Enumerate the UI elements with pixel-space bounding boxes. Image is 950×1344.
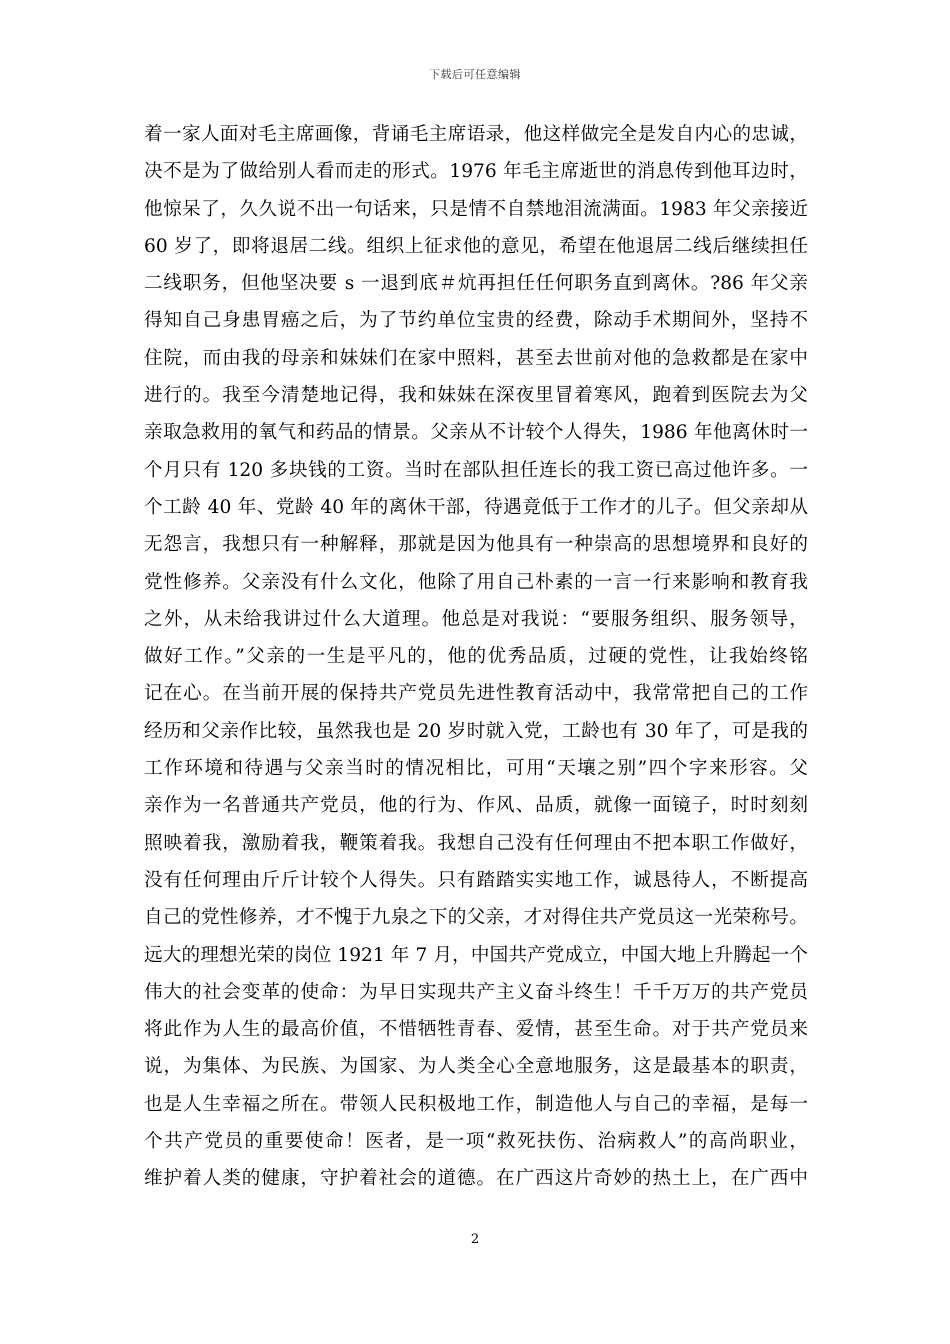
body-line: 工作环境和待遇与父亲当时的情况相比，可用“天壤之别”四个字来形容。父 [144,758,808,780]
body-line: 维护着人类的健康，守护着社会的道德。在广西这片奇妙的热土上，在广西中 [144,1168,808,1190]
body-line: 远大的理想光荣的岗位 1921 年 7 月，中国共产党成立，中国大地上升腾起一个 [144,944,808,966]
body-line: 经历和父亲作比较，虽然我也是 20 岁时就入党，工龄也有 30 年了，可是我的 [144,720,808,742]
body-line: 也是人生幸福之所在。带领人民积极地工作，制造他人与自己的幸福，是每一 [144,1093,808,1115]
body-line: 将此作为人生的最高价值，不惜牺牲青春、爱情，甚至生命。对于共产党员来 [144,1019,808,1041]
body-line: 党性修养。父亲没有什么文化，他除了用自己朴素的一言一行来影响和教育我 [144,571,808,593]
body-line: 记在心。在当前开展的保持共产党员先进性教育活动中，我常常把自己的工作 [144,683,808,705]
body-line: 自己的党性修养，才不愧于九泉之下的父亲，才对得住共产党员这一光荣称号。 [144,907,808,929]
body-line: 着一家人面对毛主席画像，背诵毛主席语录，他这样做完全是发自内心的忠诚， [144,124,808,145]
body-line: 亲取急救用的氧气和药品的情景。父亲从不计较个人得失，1986 年他离休时一 [144,422,808,444]
body-line: 照映着我，激励着我，鞭策着我。我想自己没有任何理由不把本职工作做好， [144,832,808,854]
body-line: 做好工作。”父亲的一生是平凡的，他的优秀品质，过硬的党性，让我始终铭 [144,646,808,668]
page-number: 2 [470,1232,480,1247]
document-body [144,116,808,1198]
page-header: 下载后可任意编辑 [429,68,521,81]
body-line: 没有任何理由斤斤计较个人得失。只有踏踏实实地工作，诚恳待人，不断提高 [144,869,808,891]
body-line: 说，为集体、为民族、为国家、为人类全心全意地服务，这是最基本的职责， [144,1056,808,1078]
body-line: 得知自己身患胃癌之后，为了节约单位宝贵的经费，除动手术期间外，坚持不 [144,310,808,332]
body-line: 亲作为一名普通共产党员，他的行为、作风、品质，就像一面镜子，时时刻刻 [144,795,808,817]
body-line: 二线职务，但他坚决要 s 一退到底＃炕再担任任何职务直到离休。?86 年父亲 [144,273,808,295]
body-line: 60 岁了，即将退居二线。组织上征求他的意见，希望在他退居二线后继续担任 [144,235,808,257]
body-line: 之外，从未给我讲过什么大道理。他总是对我说：“要服务组织、服务领导， [144,608,808,630]
body-line: 个共产党员的重要使命！医者，是一项“救死扶伤、治病救人”的高尚职业， [144,1131,808,1153]
body-line: 个工龄 40 年、党龄 40 年的离休干部，待遇竟低于工作才的儿子。但父亲却从 [144,496,808,518]
body-line: 他惊呆了，久久说不出一句话来，只是情不自禁地泪流满面。1983 年父亲接近 [144,198,808,220]
body-line: 伟大的社会变革的使命：为早日实现共产主义奋斗终生！千千万万的共产党员 [144,981,808,1003]
body-line: 进行的。我至今清楚地记得，我和妹妹在深夜里冒着寒风，跑着到医院去为父 [144,385,808,407]
body-line: 决不是为了做给别人看而走的形式。1976 年毛主席逝世的消息传到他耳边时， [144,161,808,183]
body-line: 无怨言，我想只有一种解释，那就是因为他具有一种崇高的思想境界和良好的 [144,534,808,556]
body-line: 个月只有 120 多块钱的工资。当时在部队担任连长的我工资已高过他许多。一 [144,459,808,481]
body-line: 住院，而由我的母亲和妹妹们在家中照料，甚至去世前对他的急救都是在家中 [144,347,808,369]
